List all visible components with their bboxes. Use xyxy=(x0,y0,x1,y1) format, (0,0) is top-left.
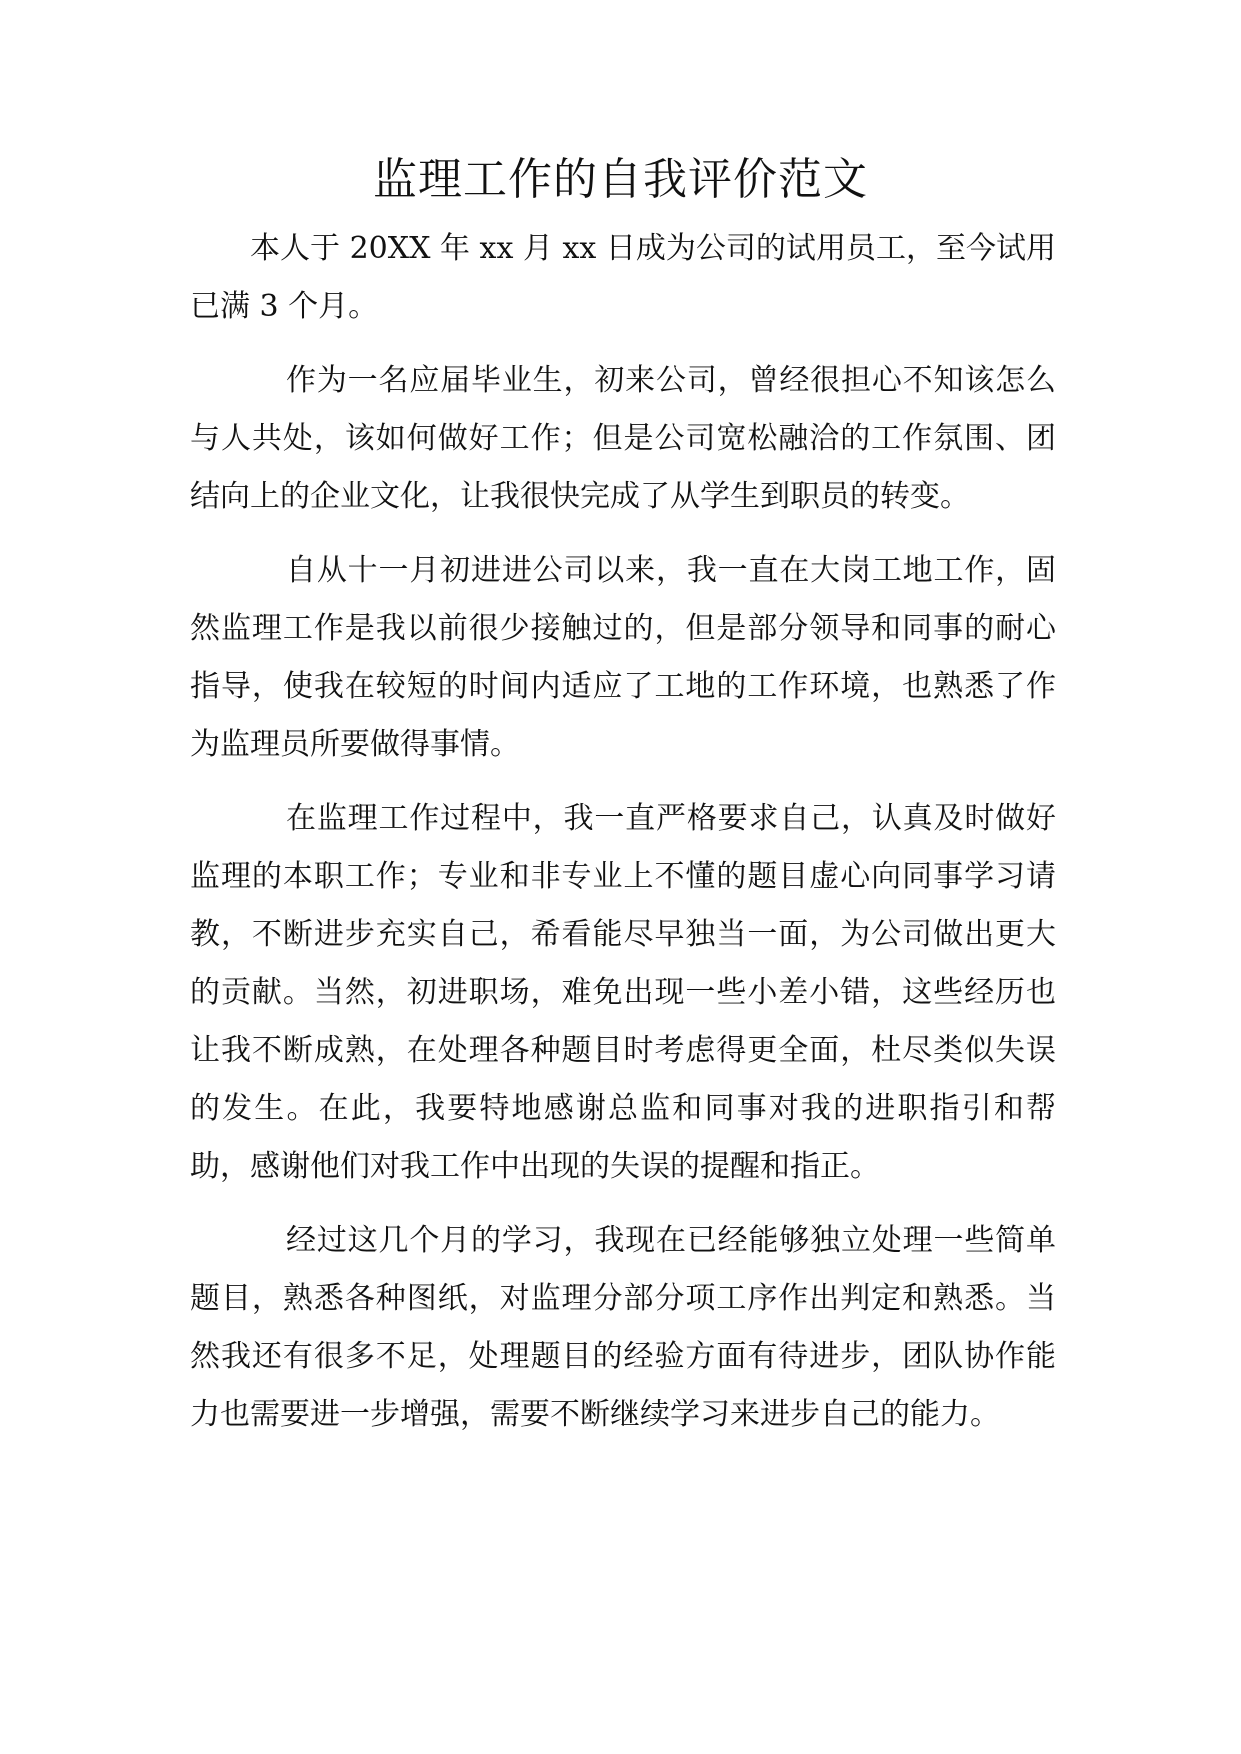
paragraph-4: 在监理工作过程中，我一直严格要求自己，认真及时做好监理的本职工作；专业和非专业上不懂的题目虚心向同事学习请教，不断进步充实自己，希看能尽早独当一面，为公司做出更大的贡献。当然，初进职场，难免出现一些小差小错，这些经历也让我不断成熟，在处理各种题目时考虑得更全面，杜尽类似失误的发生。在此，我要特地感谢总监和同事对我的进职指引和帮助，感谢他们对我工作中出现的失误的提醒和指正。 xyxy=(190,801,1056,1184)
paragraph-5: 经过这几个月的学习，我现在已经能够独立处理一些简单题目，熟悉各种图纸，对监理分部分项工序作出判定和熟悉。当然我还有很多不足，处理题目的经验方面有待进步，团队协作能力也需要进一步增强，需要不断继续学习来进步自己的能力。 xyxy=(190,1223,1056,1432)
document-body xyxy=(190,220,1056,1460)
paragraph-3: 自从十一月初进进公司以来，我一直在大岗工地工作，固然监理工作是我以前很少接触过的，但是部分领导和同事的耐心指导，使我在较短的时间内适应了工地的工作环境，也熟悉了作为监理员所要做得事情。 xyxy=(190,553,1056,762)
document-title: 监理工作的自我评价范文 xyxy=(373,154,868,205)
paragraph-1: 本人于 20XX 年 xx 月 xx 日成为公司的试用员工，至今试用已满 3 个月。 xyxy=(190,231,1056,324)
paragraph-2: 作为一名应届毕业生，初来公司，曾经很担心不知该怎么与人共处，该如何做好工作；但是公司宽松融洽的工作氛围、团结向上的企业文化，让我很快完成了从学生到职员的转变。 xyxy=(190,363,1056,514)
